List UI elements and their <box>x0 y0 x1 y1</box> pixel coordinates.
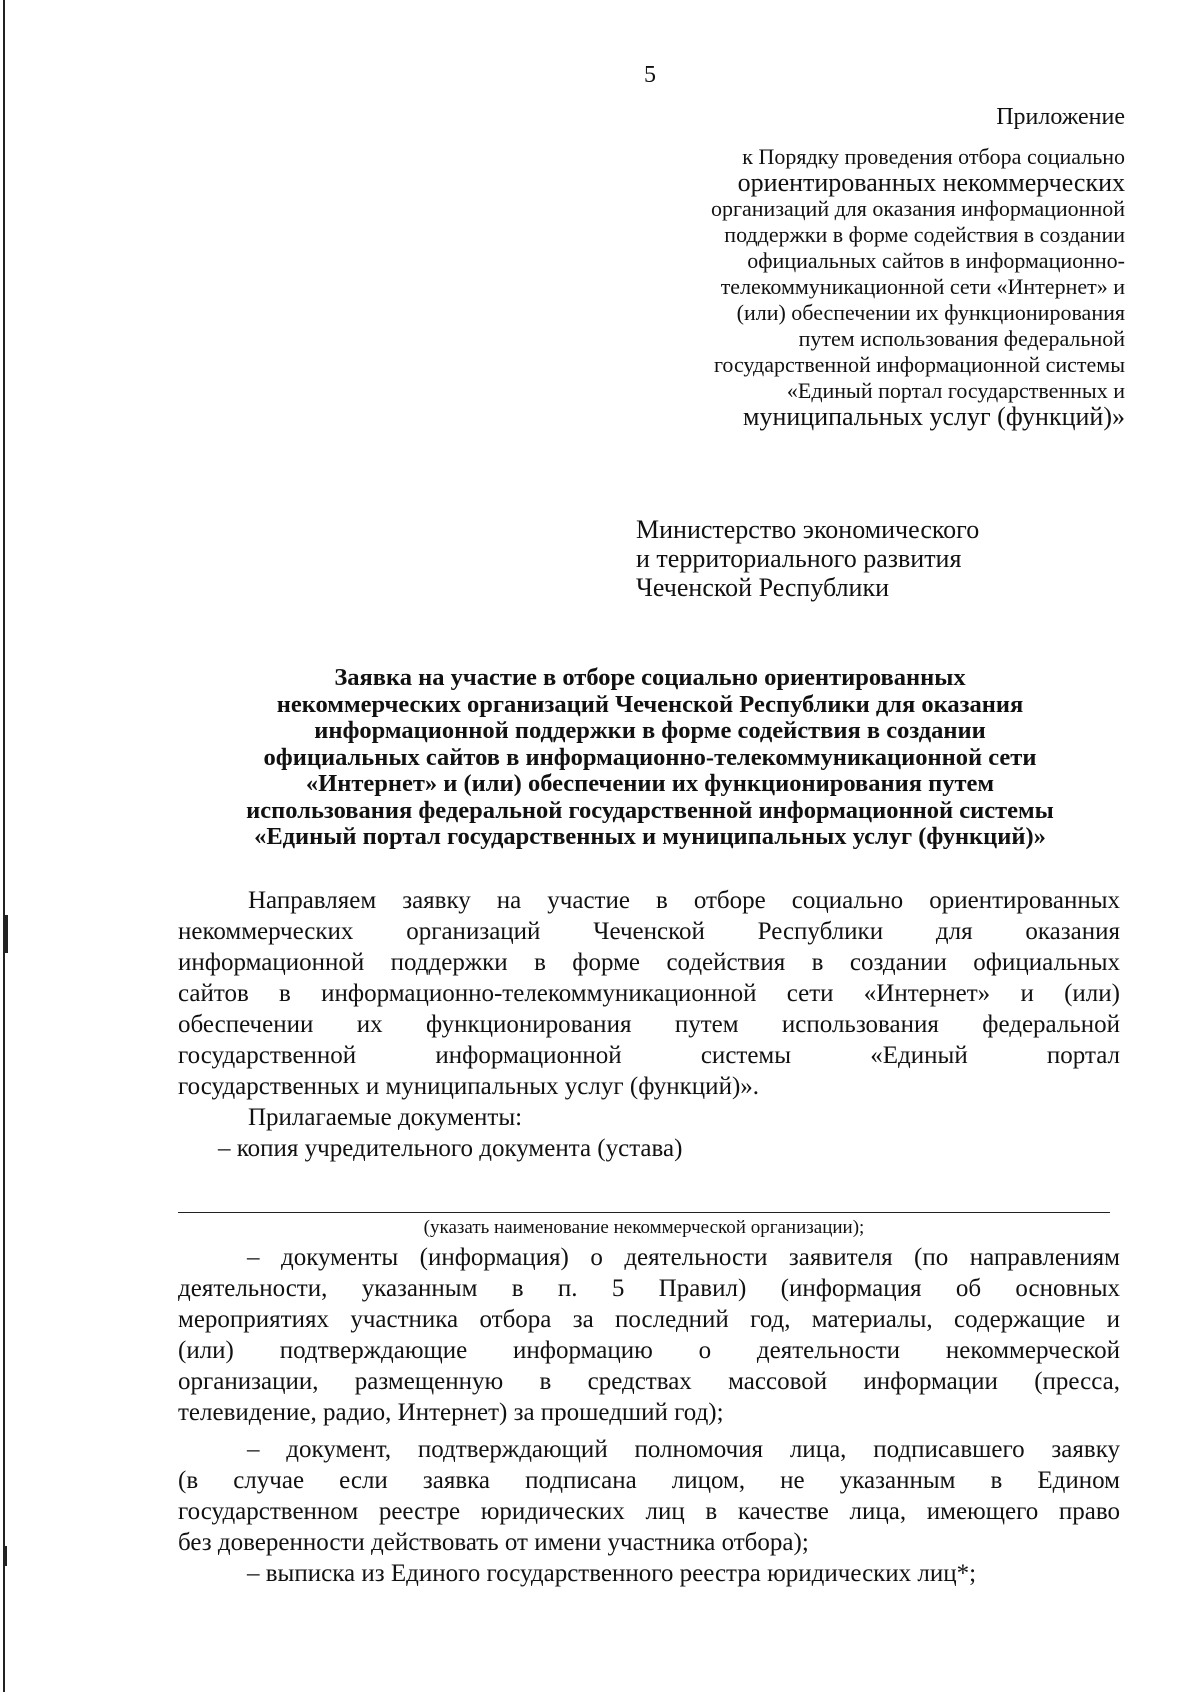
scan-edge <box>3 0 5 1692</box>
registry-item: – выписка из Единого государственного реестра юридических лиц*; <box>247 1560 977 1587</box>
fill-in-line <box>178 1212 1110 1213</box>
title-line: «Интернет» и (или) обеспечении их функционирования путем <box>305 770 995 797</box>
paragraph-line: государственной информационной системы «Единый портал <box>178 1042 1120 1069</box>
paragraph-line: некоммерческих организаций Чеченской Республики для оказания <box>178 918 1120 945</box>
title-line: информационной поддержки в форме содействия в создании <box>314 717 986 744</box>
paragraph-line: обеспечении их функционирования путем использования федеральной <box>178 1011 1120 1038</box>
item-line: (в случае если заявка подписана лицом, не указанным в Едином <box>178 1467 1120 1494</box>
item-line: – документы (информация) о деятельности заявителя (по направлениям <box>247 1244 1120 1271</box>
appendix-reference-line: организаций для оказания информационной <box>710 196 1125 221</box>
appendix-reference-line: государственной информационной системы <box>713 352 1125 377</box>
title-line: использования федеральной государственной информационной системы <box>246 796 1054 824</box>
appendix-reference-line: поддержки в форме содействия в создании <box>724 222 1125 247</box>
request-paragraph <box>178 885 1120 1164</box>
paragraph-line: государственных и муниципальных услуг (функций)». <box>178 1073 760 1100</box>
attachments-heading: Прилагаемые документы: <box>248 1104 523 1131</box>
item-line: телевидение, радио, Интернет) за прошедший год); <box>178 1399 724 1426</box>
appendix-reference-line: (или) обеспечении их функционирования <box>736 300 1125 325</box>
scan-mark <box>5 915 8 953</box>
page-number: 5 <box>644 62 656 88</box>
addressee-line: Министерство экономического <box>636 515 980 544</box>
item-line: (или) подтверждающие информацию о деятельности некоммерческой <box>178 1337 1120 1364</box>
appendix-reference-line: телекоммуникационной сети «Интернет» и <box>720 274 1125 299</box>
item-line: мероприятиях участника отбора за последний год, материалы, содержащие и <box>178 1306 1120 1333</box>
charter-item: – копия учредительного документа (устава) <box>218 1135 683 1162</box>
appendix-label: Приложение <box>996 104 1125 130</box>
title-line: некоммерческих организаций Чеченской Республики для оказания <box>276 690 1024 718</box>
item-line: организации, размещенную в средствах массовой информации (пресса, <box>178 1368 1120 1395</box>
activity-item <box>178 1242 1120 1428</box>
appendix-reference-line: к Порядку проведения отбора социально <box>742 144 1125 169</box>
paragraph-line: информационной поддержки в форме содействия в создании официальных <box>178 949 1120 976</box>
item-line: государственном реестре юридических лиц в качестве лица, имеющего право <box>178 1498 1120 1525</box>
addressee-line: Чеченской Республики <box>636 573 890 602</box>
document-title <box>160 665 1140 851</box>
paragraph-line: сайтов в информационно-телекоммуникационной сети «Интернет» и (или) <box>178 980 1120 1007</box>
appendix-reference-line: «Единый портал государственных и <box>786 378 1125 403</box>
appendix-reference-line: муниципальных услуг (функций)» <box>743 402 1125 431</box>
authority-item <box>178 1434 1120 1589</box>
addressee-line: и территориального развития <box>636 544 962 573</box>
appendix-reference-line: ориентированных некоммерческих <box>737 168 1125 197</box>
appendix-reference-line: официальных сайтов в информационно- <box>747 248 1125 273</box>
title-line: Заявка на участие в отборе социально ориентированных <box>334 664 966 691</box>
item-line: – документ, подтверждающий полномочия лица, подписавшего заявку <box>247 1436 1120 1463</box>
item-line: деятельности, указанным в п. 5 Правил) (информация об основных <box>178 1275 1120 1302</box>
appendix-reference-line: путем использования федеральной <box>798 326 1125 351</box>
fill-in-caption: (указать наименование некоммерческой организации); <box>423 1217 865 1238</box>
title-line: «Единый портал государственных и муниципальных услуг (функций)» <box>254 823 1046 850</box>
appendix-reference <box>645 144 1125 430</box>
addressee-block <box>636 515 979 602</box>
paragraph-line: Направляем заявку на участие в отборе социально ориентированных <box>248 887 1120 914</box>
item-line: без доверенности действовать от имени участника отбора); <box>178 1529 809 1556</box>
title-line: официальных сайтов в информационно-телекоммуникационной сети <box>263 743 1037 771</box>
scan-mark <box>5 1546 7 1566</box>
